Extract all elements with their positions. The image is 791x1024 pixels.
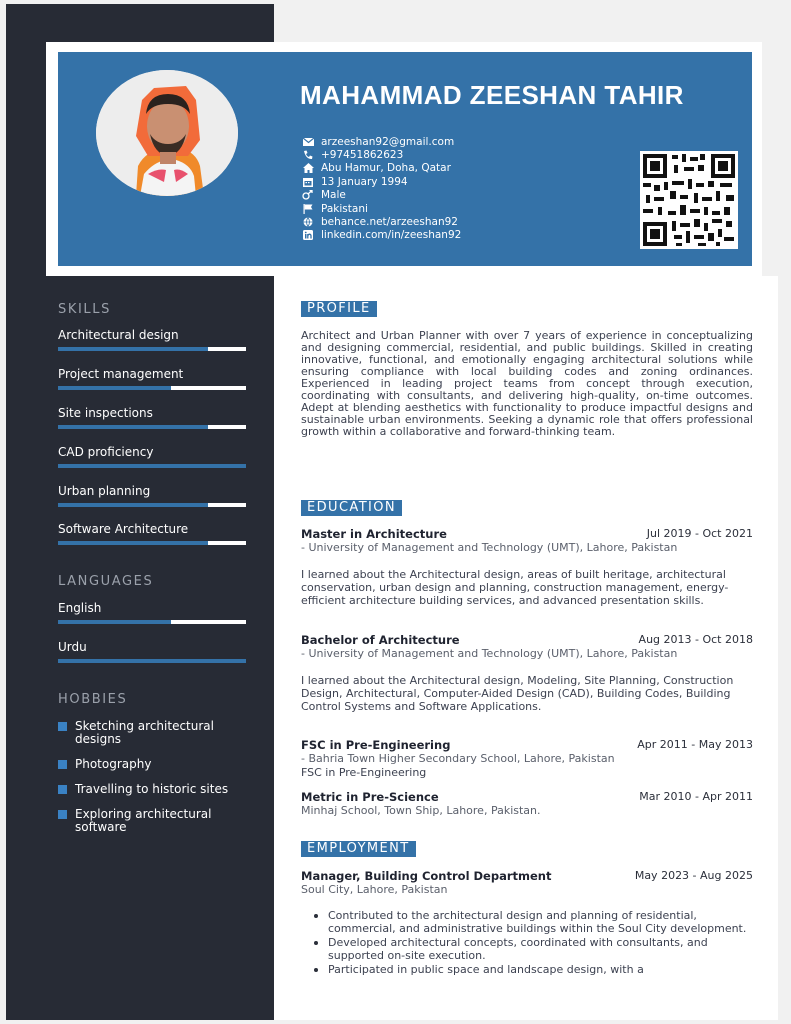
hobby-item bbox=[58, 783, 248, 796]
contact-text: Pakistani bbox=[321, 202, 368, 215]
contact-email[interactable] bbox=[301, 135, 461, 148]
contact-address bbox=[301, 162, 461, 175]
degree-title: Metric in Pre-Science bbox=[301, 790, 439, 804]
calendar-icon bbox=[301, 177, 315, 187]
skill-name: Project management bbox=[58, 367, 184, 381]
education-dates: Jul 2019 - Oct 2021 bbox=[646, 527, 753, 540]
language-level-fill bbox=[58, 620, 171, 624]
profile-heading: PROFILE bbox=[301, 301, 377, 317]
job-title: Manager, Building Control Department bbox=[301, 869, 552, 883]
contact-text: 13 January 1994 bbox=[321, 175, 408, 188]
hobby-text: Photography bbox=[75, 757, 152, 771]
square-bullet-icon bbox=[58, 760, 67, 769]
skill-level-fill bbox=[58, 541, 208, 545]
linkedin-icon bbox=[301, 230, 315, 240]
bullet-icon bbox=[314, 968, 318, 972]
education-dates: Mar 2010 - Apr 2011 bbox=[639, 790, 753, 803]
responsibilities-list bbox=[312, 909, 752, 977]
hobby-text: Exploring architectural software bbox=[75, 807, 212, 834]
skill-level-fill bbox=[58, 425, 208, 429]
language-bar bbox=[58, 620, 246, 624]
home-icon bbox=[301, 163, 315, 173]
employment-dates: May 2023 - Aug 2025 bbox=[634, 869, 753, 882]
education-description: I learned about the Architectural design, Modeling, Site Planning, Construction Design, Architectural, Computer-Aided Design (CAD), Building Codes, Building Control Systems and Software Applications. bbox=[301, 674, 734, 713]
contact-text: Male bbox=[321, 189, 346, 202]
skills-heading: SKILLS bbox=[58, 302, 111, 317]
qr-code[interactable] bbox=[640, 151, 738, 249]
contact-website[interactable] bbox=[301, 215, 461, 228]
skill-name: Architectural design bbox=[58, 328, 179, 342]
education-entry-header bbox=[301, 738, 753, 752]
flag-icon bbox=[301, 204, 315, 214]
institution: - Bahria Town Higher Secondary School, Lahore, Pakistan bbox=[301, 752, 615, 765]
skill-level-fill bbox=[58, 464, 246, 468]
contact-linkedin[interactable] bbox=[301, 229, 461, 242]
education-description: I learned about the Architectural design, areas of built heritage, architectural conservation, urban design and planning, construction management, energy-efficient architecture building services, and advanced presentation skills. bbox=[301, 568, 729, 607]
job-location: Soul City, Lahore, Pakistan bbox=[301, 883, 448, 896]
degree-title: FSC in Pre-Engineering bbox=[301, 738, 451, 752]
gender-icon bbox=[301, 190, 315, 200]
envelope-icon bbox=[301, 137, 315, 147]
education-dates: Aug 2013 - Oct 2018 bbox=[638, 633, 753, 646]
skill-level-fill bbox=[58, 503, 208, 507]
skill-bar bbox=[58, 541, 246, 545]
profile-photo bbox=[96, 70, 238, 196]
institution: - University of Management and Technology (UMT), Lahore, Pakistan bbox=[301, 541, 678, 554]
contact-text: +97451862623 bbox=[321, 149, 404, 162]
language-level-fill bbox=[58, 659, 246, 663]
contact-text: Abu Hamur, Doha, Qatar bbox=[321, 162, 451, 175]
skill-bar bbox=[58, 347, 246, 351]
language-name: Urdu bbox=[58, 640, 87, 654]
square-bullet-icon bbox=[58, 785, 67, 794]
skill-level-fill bbox=[58, 347, 208, 351]
profile-text: Architect and Urban Planner with over 7 years of experience in conceptualizing and designing commercial, residential, and public buildings. Skilled in creating innovative, functional, and emotionally engaging architectural solutions while ensuring compliance with local building codes and zoning ordinances. Experienced in leading project teams from concept through execution, coordinating with consultants, and delivering high-quality, on-time outcomes. Adept at blending aesthetics with functionality to produce impactful designs and sustainable urban environments. Seeking a dynamic role that offers professional growth within a collaborative and forward-thinking team. bbox=[301, 329, 753, 438]
hobby-text: Sketching architectural designs bbox=[75, 719, 214, 746]
bullet-icon bbox=[314, 941, 318, 945]
contact-text: linkedin.com/in/zeeshan92 bbox=[321, 229, 462, 242]
contact-text: arzeeshan92@gmail.com bbox=[321, 135, 455, 148]
employment-heading: EMPLOYMENT bbox=[301, 841, 416, 857]
contact-phone[interactable] bbox=[301, 148, 461, 161]
hobby-item bbox=[58, 720, 248, 746]
institution: Minhaj School, Town Ship, Lahore, Pakistan. bbox=[301, 804, 541, 817]
skill-level-fill bbox=[58, 386, 171, 390]
contact-list bbox=[301, 135, 461, 242]
education-entry-header bbox=[301, 790, 753, 804]
hobby-item bbox=[58, 808, 248, 834]
hobby-text: Travelling to historic sites bbox=[75, 782, 229, 796]
responsibility-item: Developed architectural concepts, coordinated with consultants, and supported on-site execution. bbox=[312, 936, 752, 962]
education-description: FSC in Pre-Engineering bbox=[301, 766, 427, 779]
candidate-name: MAHAMMAD ZEESHAN TAHIR bbox=[300, 80, 684, 110]
skill-name: Site inspections bbox=[58, 406, 153, 420]
languages-heading: LANGUAGES bbox=[58, 574, 154, 589]
square-bullet-icon bbox=[58, 722, 67, 731]
skill-bar bbox=[58, 464, 246, 468]
language-name: English bbox=[58, 601, 102, 615]
square-bullet-icon bbox=[58, 810, 67, 819]
contact-gender bbox=[301, 189, 461, 202]
language-bar bbox=[58, 659, 246, 663]
responsibility-item: Contributed to the architectural design and planning of residential, commercial, and administrative buildings within the Soul City development. bbox=[312, 909, 752, 935]
responsibility-item: Participated in public space and landscape design, with a bbox=[312, 963, 752, 976]
institution: - University of Management and Technology (UMT), Lahore, Pakistan bbox=[301, 647, 678, 660]
degree-title: Master in Architecture bbox=[301, 527, 447, 541]
education-entry-header bbox=[301, 527, 753, 541]
skill-bar bbox=[58, 503, 246, 507]
education-dates: Apr 2011 - May 2013 bbox=[637, 738, 753, 751]
skill-name: Urban planning bbox=[58, 484, 151, 498]
bullet-icon bbox=[314, 914, 318, 918]
skill-name: CAD proficiency bbox=[58, 445, 154, 459]
contact-nationality bbox=[301, 202, 461, 215]
skill-bar bbox=[58, 425, 246, 429]
education-heading: EDUCATION bbox=[301, 500, 402, 516]
skill-name: Software Architecture bbox=[58, 522, 189, 536]
hobby-item bbox=[58, 758, 248, 771]
employment-entry-header bbox=[301, 869, 753, 883]
globe-icon bbox=[301, 217, 315, 227]
skill-bar bbox=[58, 386, 246, 390]
education-entry-header bbox=[301, 633, 753, 647]
hobbies-heading: HOBBIES bbox=[58, 692, 128, 707]
contact-text: behance.net/arzeeshan92 bbox=[321, 216, 458, 229]
degree-title: Bachelor of Architecture bbox=[301, 633, 460, 647]
contact-birthdate bbox=[301, 175, 461, 188]
phone-icon bbox=[301, 150, 315, 160]
